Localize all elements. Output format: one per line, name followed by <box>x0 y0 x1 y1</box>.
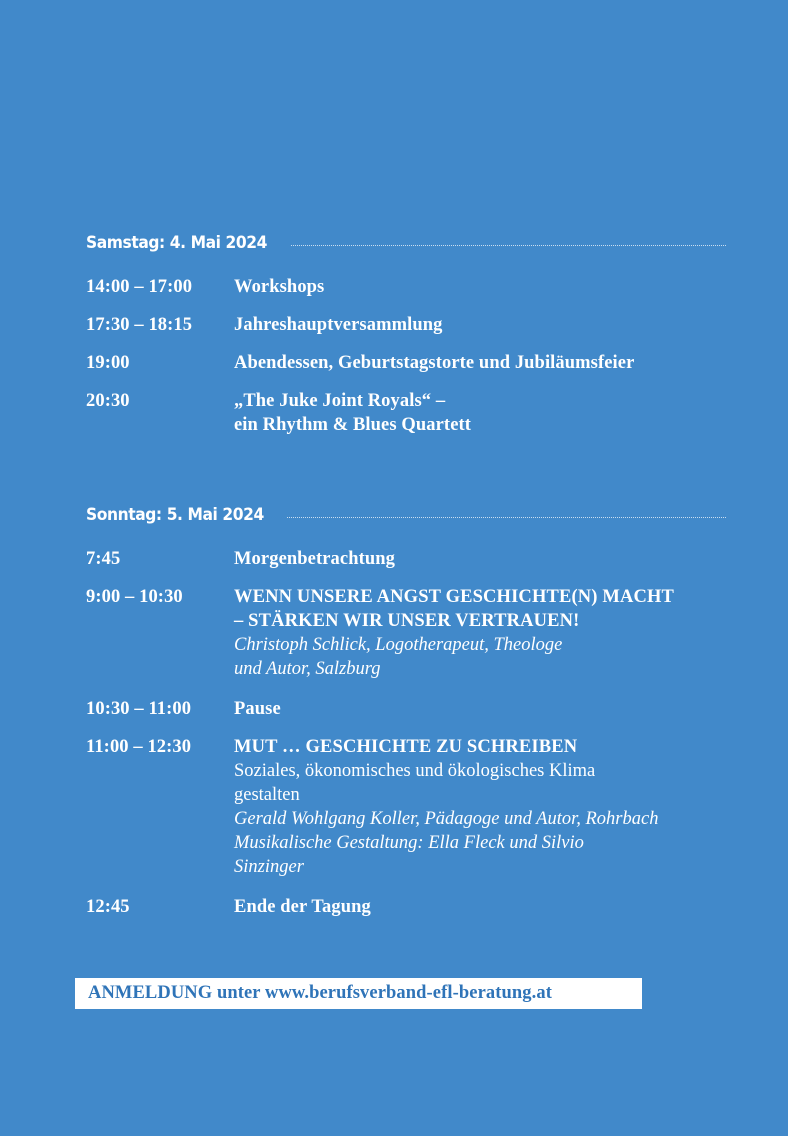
row-line: Pause <box>234 699 281 719</box>
row-time: 11:00 – 12:30 <box>86 737 192 757</box>
row-content <box>234 547 726 571</box>
row-line-speaker: und Autor, Salzburg <box>234 659 381 679</box>
row-line-title: WENN UNSERE ANGST GESCHICHTE(N) MACHT <box>234 587 675 607</box>
schedule-row <box>86 313 726 337</box>
day-header-dotted-rule <box>291 245 726 247</box>
row-line: Jahreshauptversammlung <box>234 315 443 335</box>
registration-link-text[interactable]: ANMELDUNG unter www.berufsverband-efl-beratung.at <box>88 983 552 1004</box>
row-line-speaker: Sinzinger <box>234 857 304 877</box>
schedule-row <box>86 585 726 681</box>
row-line-subtitle: gestalten <box>234 785 300 805</box>
row-time: 17:30 – 18:15 <box>86 315 193 335</box>
schedule-row <box>86 895 726 919</box>
row-content <box>234 585 726 681</box>
day-header-sunday <box>86 505 726 525</box>
row-line: Abendessen, Geburtstagstorte und Jubiläumsfeier <box>234 353 635 373</box>
day-header-saturday <box>86 233 726 253</box>
row-line-title: – STÄRKEN WIR UNSER VERTRAUEN! <box>234 611 580 631</box>
row-content <box>234 351 726 375</box>
row-time: 19:00 <box>86 353 130 373</box>
registration-banner[interactable] <box>75 978 642 1009</box>
row-content <box>234 275 726 299</box>
day-header-label: Sonntag: 5. Mai 2024 <box>86 504 264 524</box>
row-content <box>234 697 726 721</box>
row-line: Workshops <box>234 277 325 297</box>
schedule-row <box>86 735 726 879</box>
schedule-row <box>86 351 726 375</box>
row-time: 7:45 <box>86 549 121 569</box>
schedule-row <box>86 697 726 721</box>
row-time: 14:00 – 17:00 <box>86 277 193 297</box>
day-header-label: Samstag: 4. Mai 2024 <box>86 232 268 252</box>
schedule-row <box>86 389 726 437</box>
row-content <box>234 313 726 337</box>
day-header-dotted-rule <box>287 517 726 519</box>
row-line: ein Rhythm & Blues Quartett <box>234 415 472 435</box>
schedule-row <box>86 547 726 571</box>
row-line-speaker: Gerald Wohlgang Koller, Pädagoge und Autor, Rohrbach <box>234 809 659 829</box>
row-line-speaker: Musikalische Gestaltung: Ella Fleck und Silvio <box>234 833 584 853</box>
row-content <box>234 895 726 919</box>
row-time: 12:45 <box>86 897 130 917</box>
row-line-speaker: Christoph Schlick, Logotherapeut, Theologe <box>234 635 563 655</box>
row-line-subtitle: Soziales, ökonomisches und ökologisches Klima <box>234 761 596 781</box>
day-section-sunday <box>86 505 726 933</box>
schedule-row <box>86 275 726 299</box>
row-line-title: MUT … GESCHICHTE ZU SCHREIBEN <box>234 737 578 757</box>
row-line: Ende der Tagung <box>234 897 371 917</box>
row-content <box>234 389 726 437</box>
row-time: 20:30 <box>86 391 130 411</box>
day-section-saturday <box>86 233 726 437</box>
row-content <box>234 735 726 879</box>
row-line: „The Juke Joint Royals“ – <box>234 391 446 411</box>
row-time: 9:00 – 10:30 <box>86 587 183 607</box>
row-time: 10:30 – 11:00 <box>86 699 192 719</box>
row-line: Morgenbetrachtung <box>234 549 395 569</box>
